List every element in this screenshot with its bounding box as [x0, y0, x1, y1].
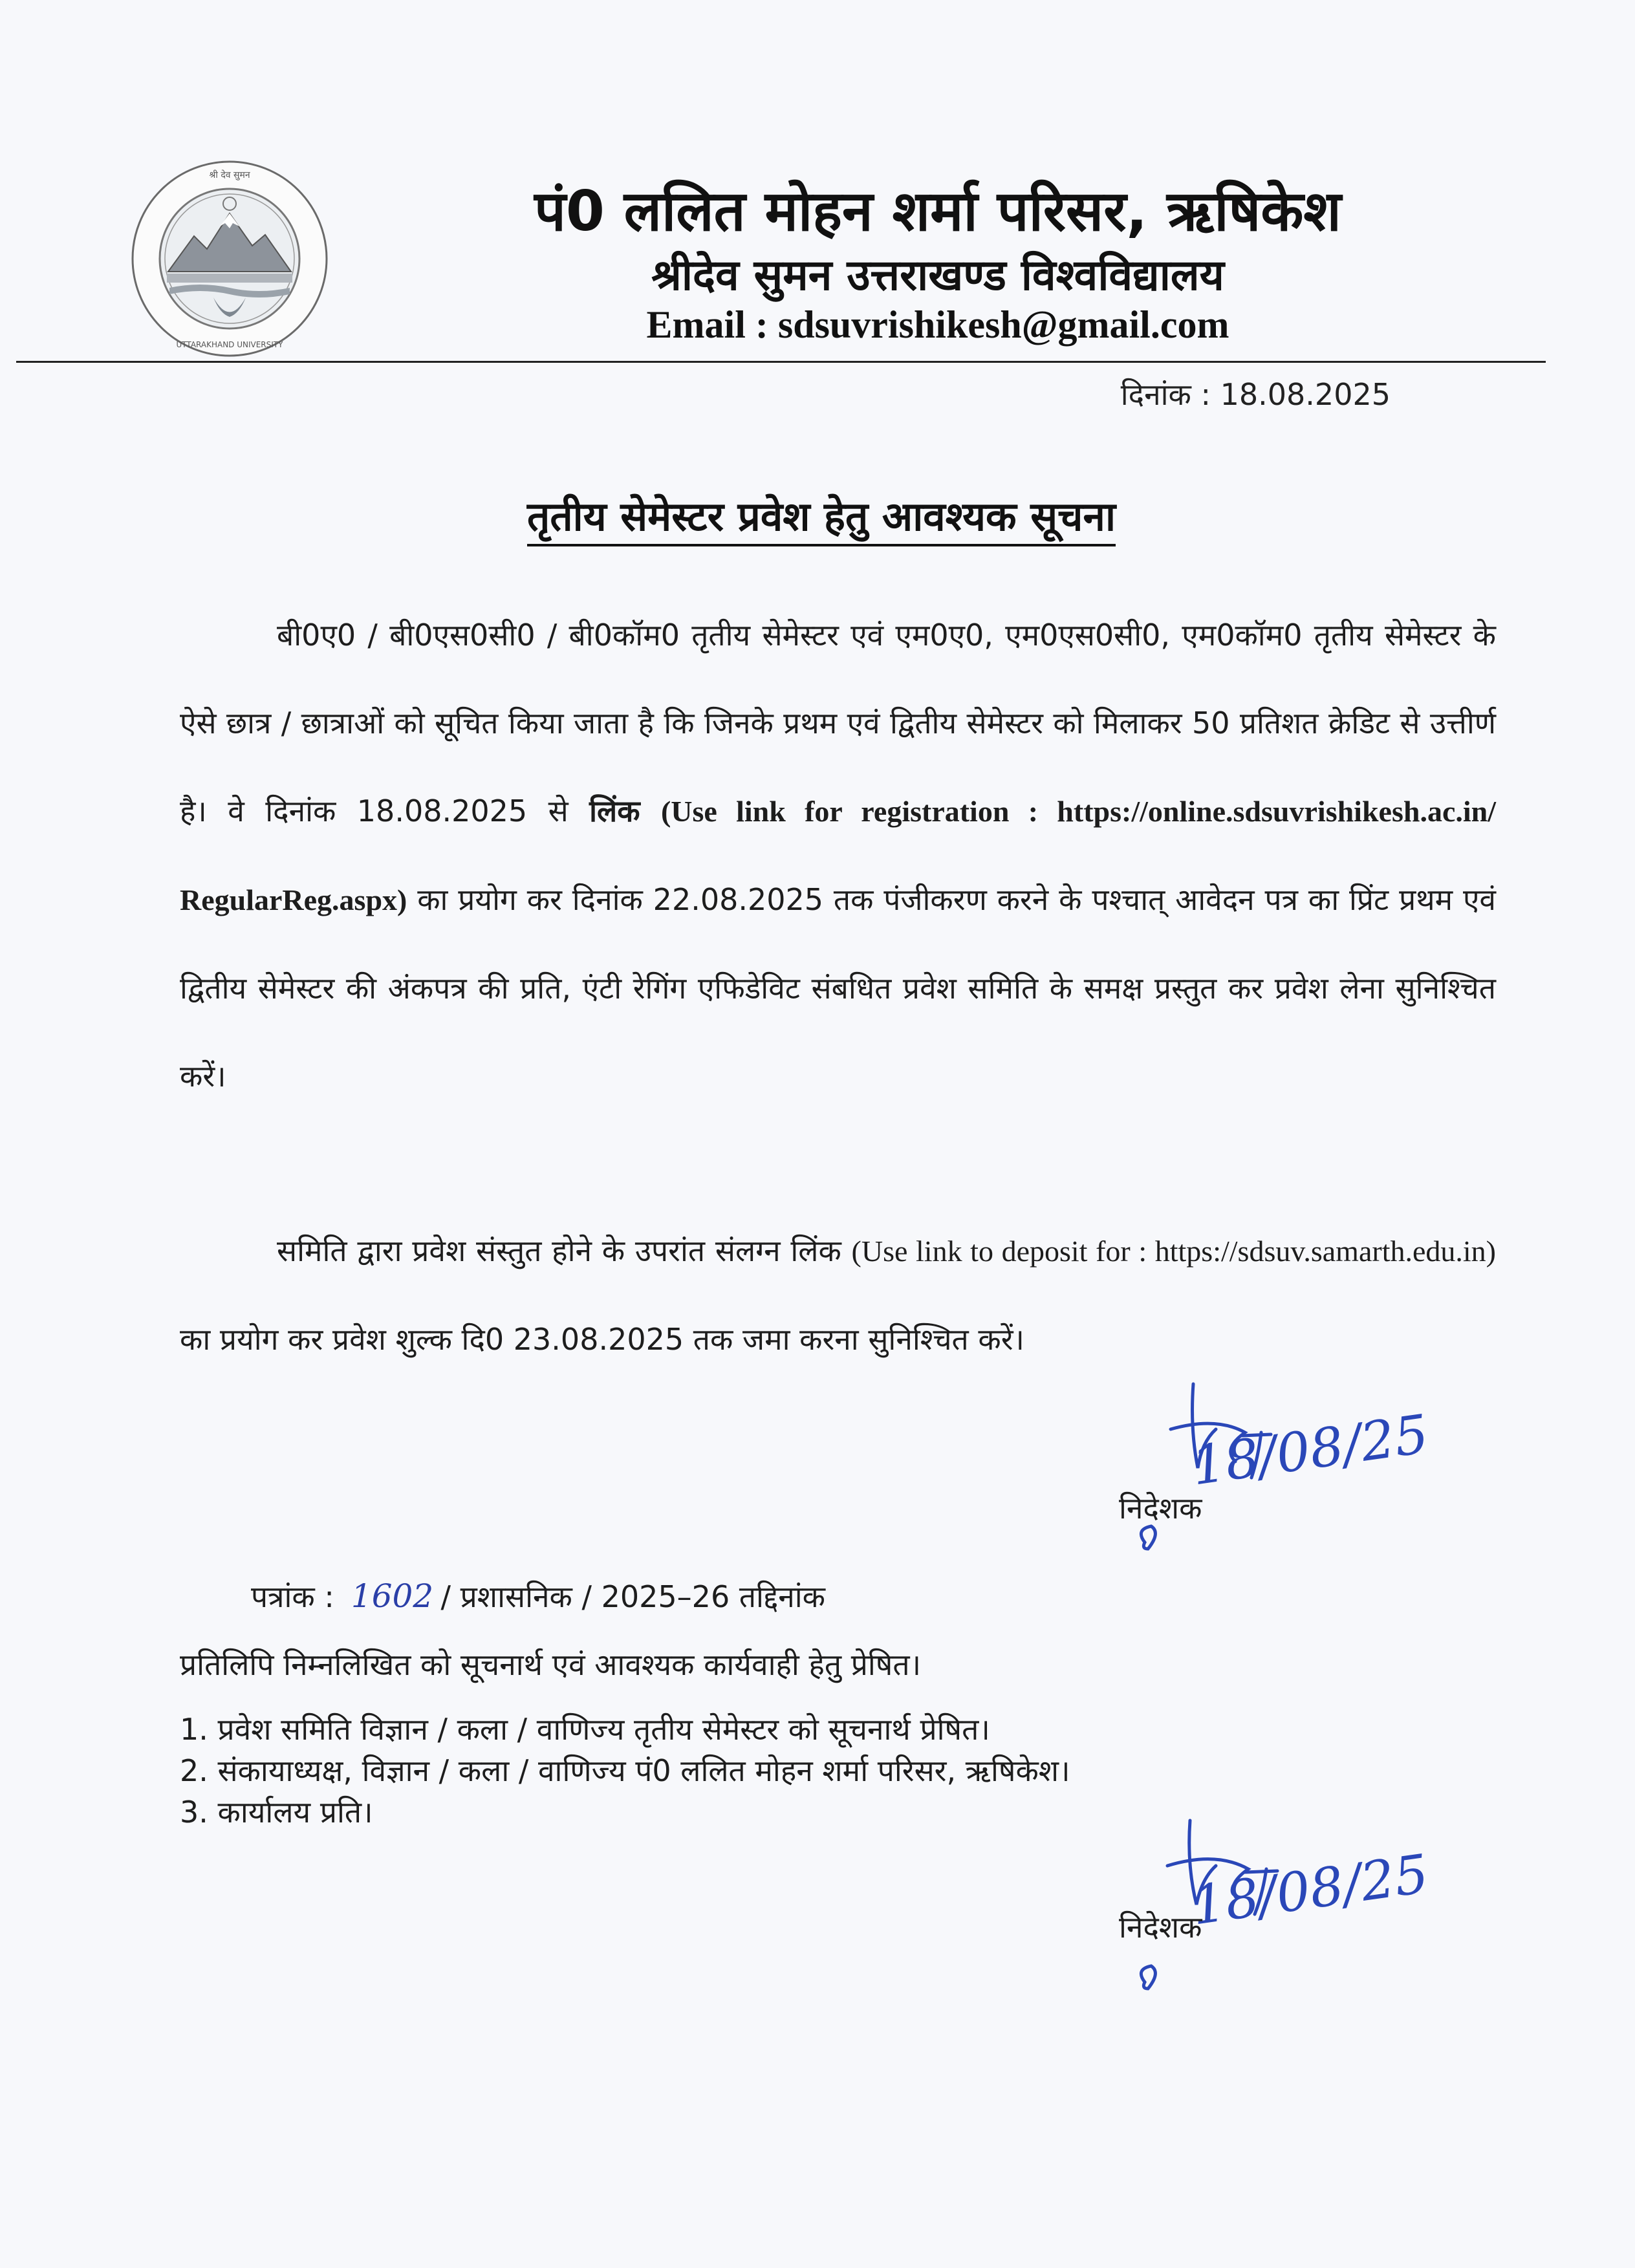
- paragraph1-text-b: का प्रयोग कर दिनांक 22.08.2025 तक पंजीकरण करने के पश्चात् आवेदन पत्र का प्रिंट प्रथम एवं द्वितीय सेमेस्टर की अंकपत्र की प्रति, एंटी रेगिंग एफिडेविट संबधित प्रवेश समिति के समक्ष प्रस्तुत कर प्रवेश लेना सुनिश्चित करें।: [180, 882, 1496, 1094]
- notice-title-text: तृतीय सेमेस्टर प्रवेश हेतु आवश्यक सूचना: [527, 493, 1116, 546]
- paragraph2-text-b: का प्रयोग कर प्रवेश शुल्क दि0 23.08.2025 तक जमा करना सुनिश्चित करें।: [180, 1322, 1024, 1357]
- list-item: 1. प्रवेश समिति विज्ञान / कला / वाणिज्य तृतीय सेमेस्टर को सूचनार्थ प्रेषित।: [180, 1712, 990, 1747]
- paragraph1-link-word: लिंक: [589, 794, 640, 828]
- paragraph1-text-a: बी0ए0 / बी0एस0सी0 / बी0कॉम0 तृतीय सेमेस्टर एवं एम0ए0, एम0एस0सी0, एम0कॉम0 तृतीय सेमेस्टर के ऐसे छात्र / छात्राओं को सूचित किया जाता है कि जिनके प्रथम एवं द्वितीय सेमेस्टर को मिलाकर 50 प्रतिशत क्रेडिट से उत्तीर्ण है। वे दिनांक 18.08.2025 से: [180, 618, 1496, 828]
- paragraph-fee-deposit: [180, 1207, 1496, 1383]
- signature-date-1: 18/08/25: [1187, 1403, 1433, 1498]
- list-item: 3. कार्यालय प्रति।: [180, 1795, 373, 1830]
- svg-text:श्री देव सुमन: श्री देव सुमन: [209, 170, 250, 180]
- reference-number-line: [251, 1576, 825, 1616]
- university-seal-logo: [129, 158, 330, 359]
- ref-number: 1602: [351, 1577, 434, 1615]
- ref-prefix: पत्रांक :: [251, 1579, 334, 1614]
- svg-text:UTTARAKHAND UNIVERSITY: UTTARAKHAND UNIVERSITY: [176, 340, 283, 349]
- copy-intro: प्रतिलिपि निम्नलिखित को सूचनार्थ एवं आवश्यक कार्यवाही हेतु प्रेषित।: [180, 1647, 922, 1682]
- handwritten-signature-1: [1125, 1371, 1475, 1578]
- notice-date: दिनांक : 18.08.2025: [1120, 377, 1391, 412]
- university-name: श्रीदेव सुमन उत्तराखण्ड विश्वविद्यालय: [651, 250, 1224, 300]
- paragraph2-text-a: समिति द्वारा प्रवेश संस्तुत होने के उपरांत संलग्न लिंक: [277, 1233, 852, 1268]
- notice-title: [388, 488, 1255, 543]
- list-item: 2. संकायाध्यक्ष, विज्ञान / कला / वाणिज्य पं0 ललित मोहन शर्मा परिसर, ऋषिकेश।: [180, 1753, 1070, 1788]
- institution-email: Email : sdsuvrishikesh@gmail.com: [646, 303, 1229, 346]
- registration-link[interactable]: (Use link for registration : https://online.sdsuvrishikesh.ac.in/ RegularReg.aspx): [180, 795, 1497, 916]
- ref-suffix: / प्रशासनिक / 2025–26 तद्दिनांक: [440, 1579, 826, 1614]
- copy-recipient-list: [180, 1709, 1070, 1833]
- paragraph-registration: [180, 591, 1496, 1120]
- institution-name: पं0 ललित मोहन शर्मा परिसर, ऋषिकेश: [534, 179, 1341, 244]
- signature-date-2: 18/08/25: [1187, 1843, 1433, 1938]
- signatory-title-2: निदेशक: [1119, 1910, 1202, 1945]
- signatory-title-1: निदेशक: [1119, 1491, 1202, 1526]
- header-divider: [16, 361, 1546, 363]
- fee-deposit-link[interactable]: (Use link to deposit for : https://sdsuv.samarth.edu.in): [851, 1235, 1496, 1268]
